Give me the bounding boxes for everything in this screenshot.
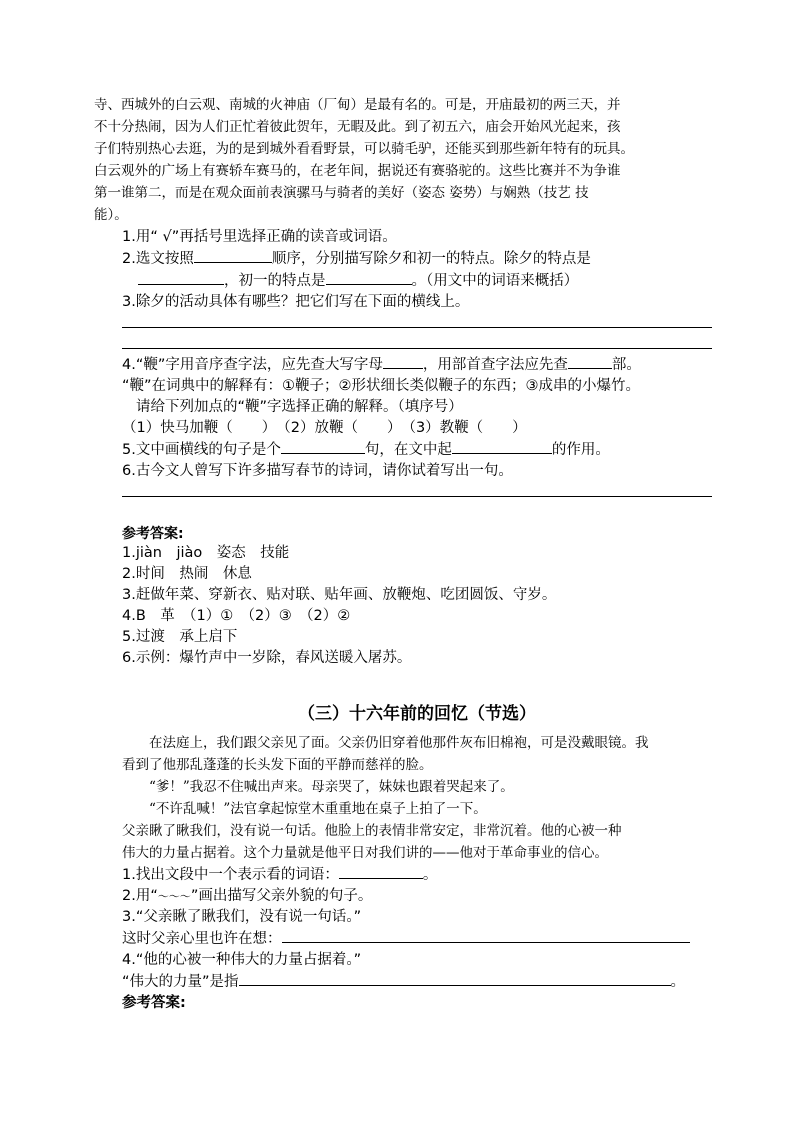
worksheet-page: [94, 94, 712, 1014]
answers-1: [122, 523, 712, 669]
answer-blank[interactable]: [326, 270, 412, 285]
answer-blank[interactable]: [339, 864, 423, 879]
question-3-4-prompt: “伟大的力量”是指 。: [122, 971, 712, 993]
question-6: 6.古今文人曾写下许多描写春节的诗词，请你试着写出一句。: [122, 463, 513, 479]
answer-item: 5.过渡 承上启下: [122, 629, 238, 645]
question-3-3: 3.“父亲瞅了瞅我们，没有说一句话。”: [122, 909, 362, 925]
question-2-cont: ，初一的特点是 。（用文中的词语来概括）: [122, 270, 712, 292]
answers-title: 参考答案:: [122, 526, 184, 542]
passage-line: “不许乱喊！”法官拿起惊堂木重重地在桌子上拍了一下。: [149, 801, 487, 817]
answer-item: 4.B 革 （1）① （2）③ （2）②: [122, 608, 351, 624]
question-4: 4.“鞭”字用音序查字法，应先查大写字母 ，用部首查字法应先查 部。: [122, 354, 712, 376]
questions-3: [122, 864, 712, 1014]
question-3-1: 1.找出文段中一个表示看的词语： 。: [122, 864, 712, 886]
passage-line: 子们特别热心去逛，为的是到城外看看野景，可以骑毛驴，还能买到那些新年特有的玩具。: [94, 141, 634, 157]
answer-item: 6.示例：爆竹声中一岁除，春风送暖入屠苏。: [122, 650, 412, 666]
passage-line: 父亲瞅了瞅我们，没有说一句话。他脸上的表情非常安定，非常沉着。他的心被一种: [122, 823, 622, 839]
question-4-definitions: “鞭”在词典中的解释有：①鞭子；②形状细长类似鞭子的东西；③成串的小爆竹。: [122, 378, 641, 394]
passage-line: 能）。: [94, 207, 128, 223]
answer-blank[interactable]: [239, 971, 671, 986]
passage-line: 不十分热闹，因为人们正忙着彼此贺年，无暇及此。到了初五六，庙会开始风光起来，孩: [94, 119, 621, 135]
answer-line[interactable]: [122, 496, 712, 497]
answer-item: 3.赶做年菜、穿新衣、贴对联、贴年画、放鞭炮、吃团圆饭、守岁。: [122, 587, 557, 603]
answer-blank[interactable]: [282, 928, 690, 943]
questions-1: [122, 227, 712, 497]
question-3-3-prompt: 这时父亲心里也许在想：: [122, 928, 712, 950]
answer-line[interactable]: [122, 327, 712, 328]
question-1: 1.用“ √”再括号里选择正确的读音或词语。: [122, 229, 397, 245]
question-3: 3.除夕的活动具体有哪些？把它们写在下面的横线上。: [122, 294, 470, 310]
question-4-instruction: 请给下列加点的“鞭”字选择正确的解释。（填序号）: [136, 399, 463, 415]
passage-line: 寺、西城外的白云观、南城的火神庙（厂甸）是最有名的。可是，开庙最初的两三天，并: [94, 97, 621, 113]
answer-item: 2.时间 热闹 休息: [122, 566, 252, 582]
answer-blank[interactable]: [452, 439, 552, 454]
passage-line: 看到了他那乱蓬蓬的长头发下面的平静而慈祥的脸。: [122, 757, 433, 773]
answer-blank[interactable]: [383, 354, 423, 369]
section-title: （三）十六年前的回忆（节选）: [298, 704, 536, 724]
passage-line: 第一谁第二，而是在观众面前表演骡马与骑者的美好（姿态 姿势）与娴熟（技艺 技: [94, 185, 589, 201]
question-3-2: 2.用“～～～”画出描写父亲外貌的句子。: [122, 888, 373, 904]
question-4-items: （1）快马加鞭（ ） （2）放鞭（ ） （3）教鞭（ ）: [122, 420, 527, 436]
question-5: 5.文中画横线的句子是个 句，在文中起 的作用。: [122, 439, 712, 461]
answer-blank[interactable]: [138, 270, 224, 285]
passage-line: 白云观外的广场上有赛轿车赛马的，在老年间，据说还有赛骆驼的。这些比赛并不为争谁: [94, 163, 621, 179]
answer-blank[interactable]: [194, 248, 272, 263]
passage-line: 伟大的力量占据着。这个力量就是他平日对我们讲的——他对于革命事业的信心。: [122, 845, 608, 861]
wavy-line-symbol: ～～～: [157, 890, 191, 903]
answer-line[interactable]: [122, 348, 712, 349]
passage-3: [122, 732, 712, 864]
answer-item: 1.jiàn jiào 姿态 技能: [122, 545, 290, 561]
answer-blank[interactable]: [568, 354, 612, 369]
question-3-4: 4.“他的心被一种伟大的力量占据着。”: [122, 952, 362, 968]
answer-blank[interactable]: [281, 439, 365, 454]
passage-1: [94, 94, 712, 226]
question-2: 2.选文按照 顺序，分别描写除夕和初一的特点。除夕的特点是: [122, 248, 712, 270]
answers-title: 参考答案:: [122, 995, 186, 1011]
passage-line: “爹！”我忍不住喊出声来。母亲哭了，妹妹也跟着哭起来了。: [149, 779, 514, 795]
passage-line: 在法庭上，我们跟父亲见了面。父亲仍旧穿着他那件灰布旧棉袍，可是没戴眼镜。我: [149, 735, 649, 751]
